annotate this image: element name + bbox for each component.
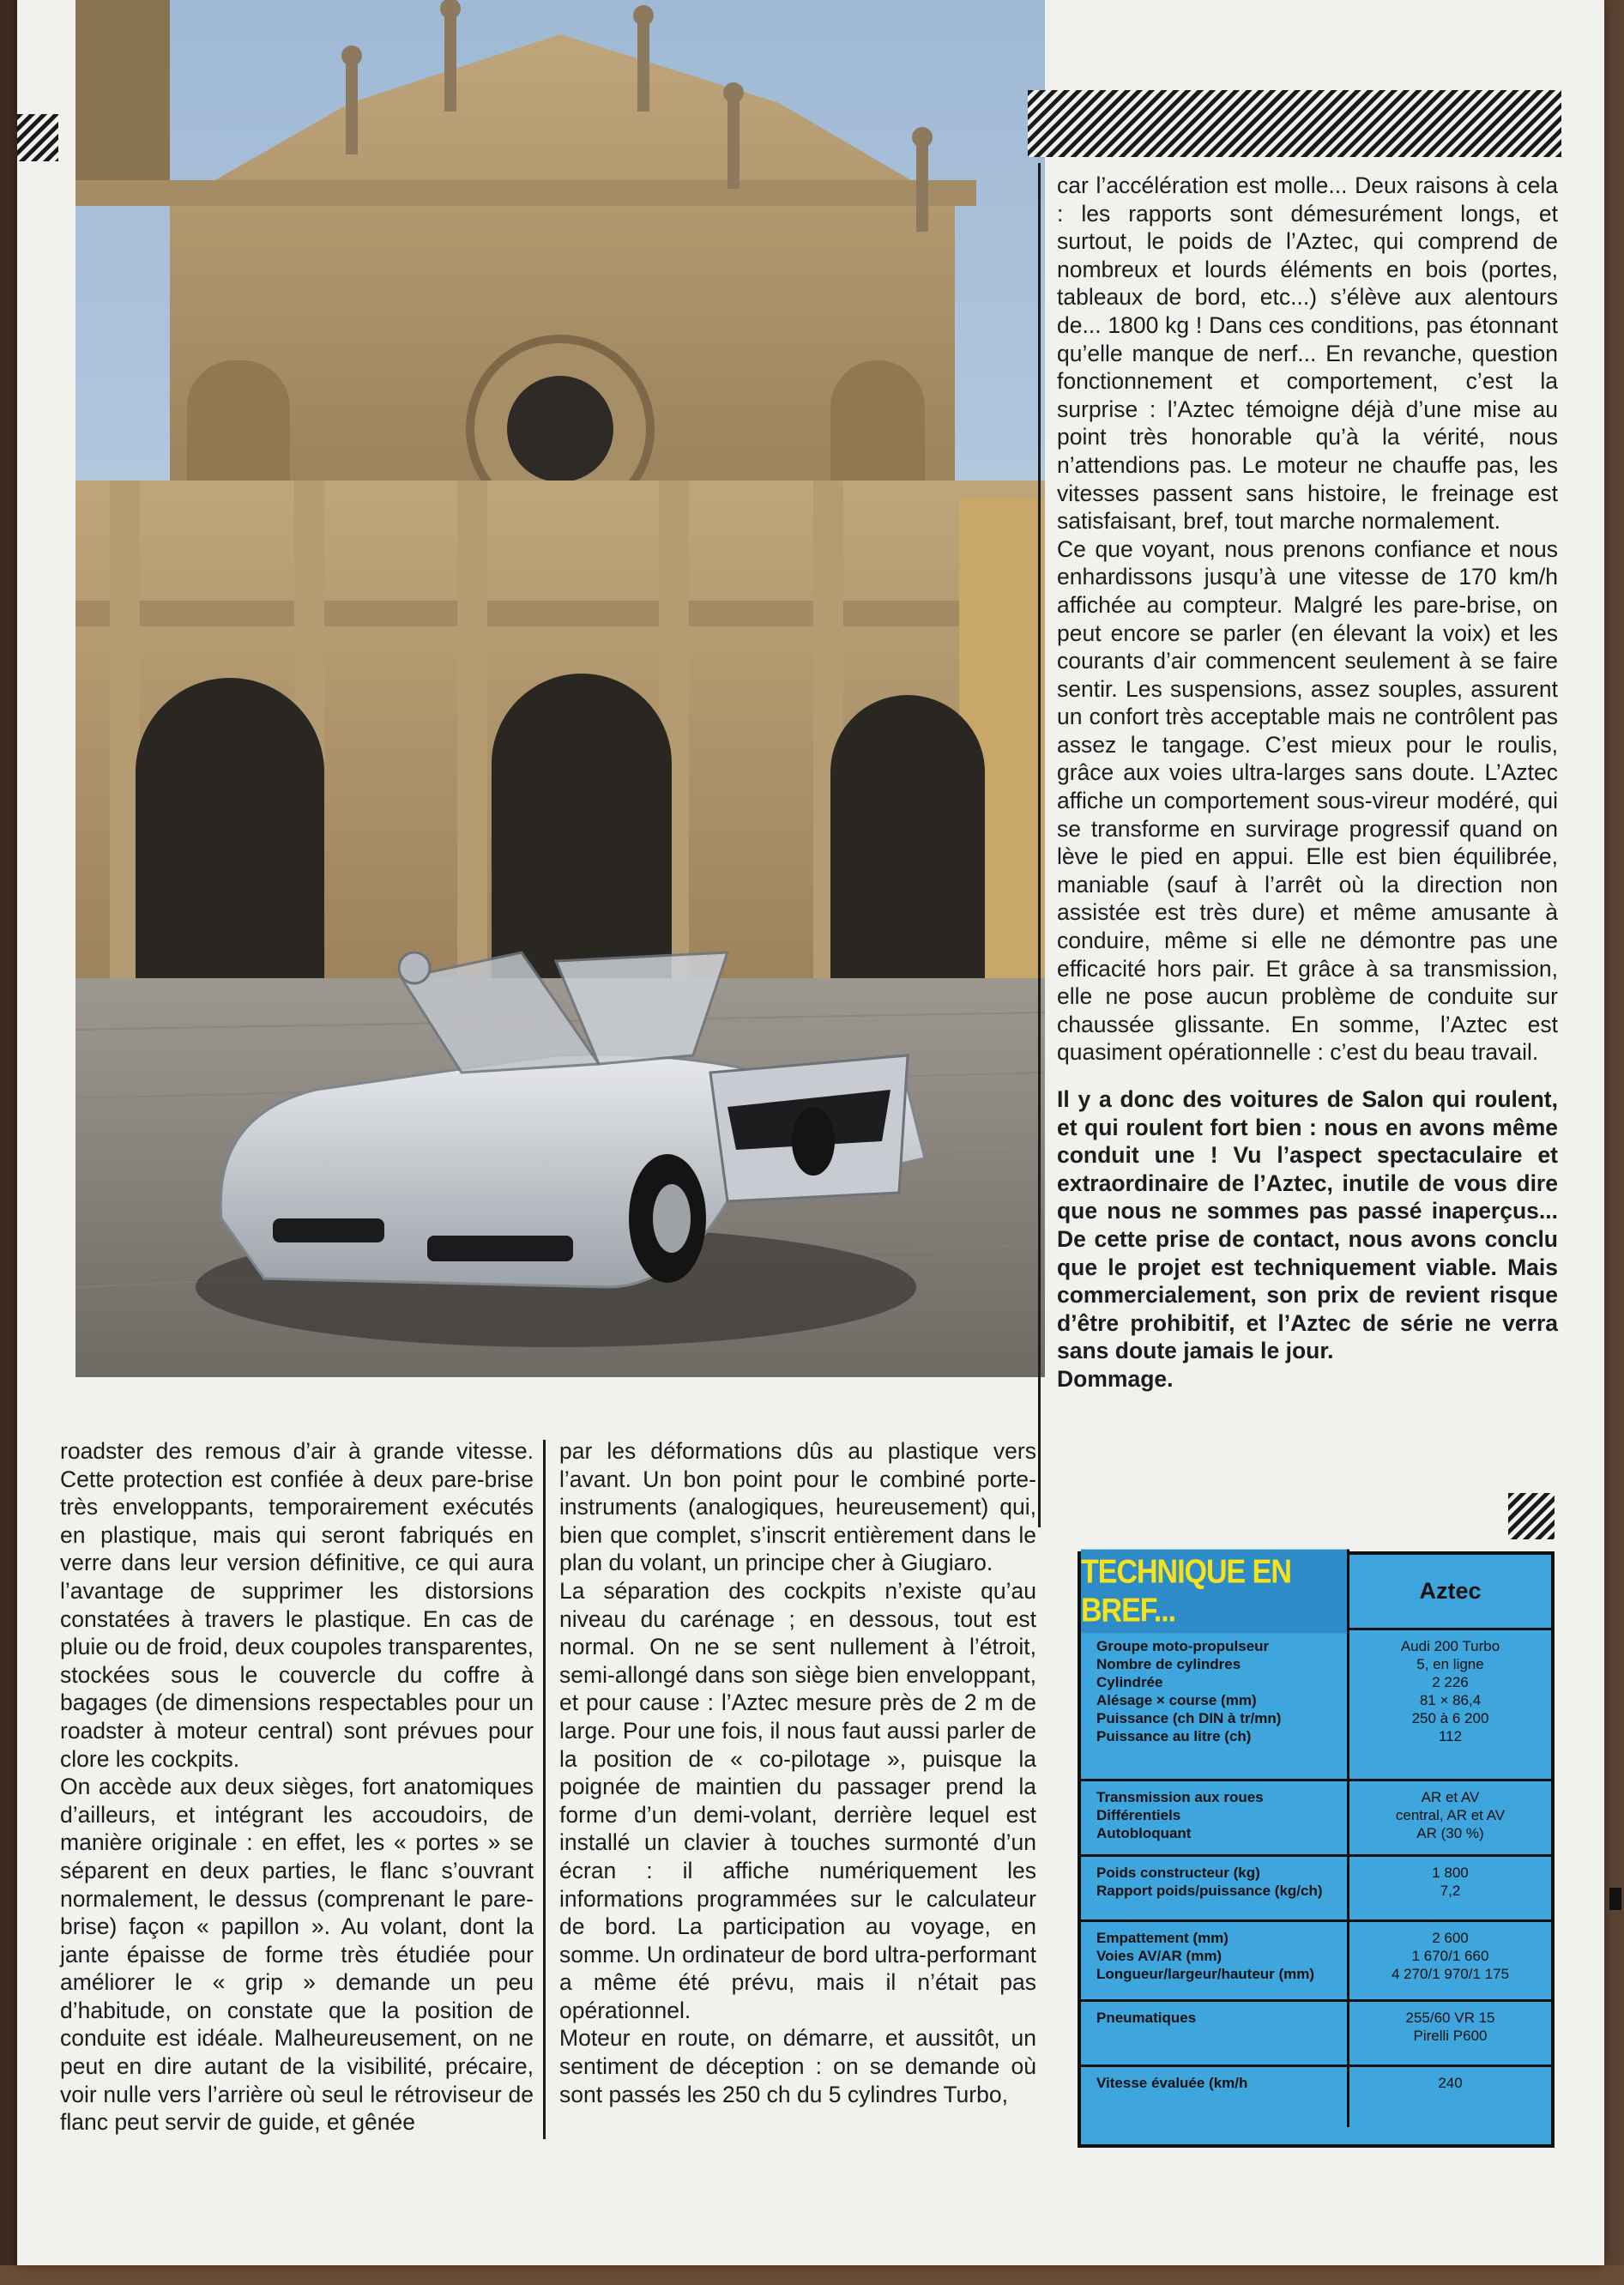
- spec-label: Puissance au litre (ch): [1096, 1728, 1252, 1744]
- spec-value: 1 670/1 660: [1411, 1948, 1489, 1964]
- spec-value: Audi 200 Turbo: [1400, 1638, 1500, 1654]
- spec-label: Nombre de cylindres: [1096, 1656, 1241, 1672]
- spec-value: AR (30 %): [1416, 1825, 1484, 1841]
- spec-label: Alésage × course (mm): [1096, 1692, 1257, 1708]
- spec-table-body: [1081, 1630, 1551, 2127]
- spec-label: Vitesse évaluée (km/h: [1096, 2075, 1248, 2091]
- spec-table: [1078, 1551, 1555, 2148]
- spec-label: Groupe moto-propulseur: [1096, 1638, 1270, 1654]
- spec-row-values: [1349, 1781, 1551, 1854]
- spec-value: central, AR et AV: [1395, 1807, 1506, 1823]
- spec-value: 240: [1438, 2075, 1463, 2091]
- spec-table-header: [1081, 1552, 1551, 1630]
- spec-row-labels: [1081, 1781, 1349, 1854]
- hatch-bar-right: [1028, 90, 1561, 157]
- paragraph: car l’accélération est molle... Deux raisons à cela : les rapports sont démesurément longs, et surtout, le poids de l’Aztec, qui comprend de nombreux et lourds éléments en bois (portes, tableaux de bord, etc...) s’élève aux alentours de... 1800 kg ! Dans ces conditions, pas étonnant qu’elle manque de nerf... En revanche, question fonctionnement et comportement, c’est la surprise : l’Aztec témoigne déjà d’une mise au point très honorable qu’à la vérité, nous n’attendions pas. Le moteur ne chauffe pas, les vitesses passent sans histoire, le freinage est satisfaisant, bref, tout marche normalement.: [1057, 172, 1558, 535]
- spec-row-labels: [1081, 1922, 1349, 1999]
- spec-row-values: [1349, 2002, 1551, 2064]
- spec-label: Poids constructeur (kg): [1096, 1865, 1260, 1881]
- paragraph: La séparation des cockpits n’existe qu’au niveau du carénage ; en dessous, tout est normal. On ne se sent nullement à l’étroit, semi-allongé dans son siège bien enveloppant, et pour cause : l’Aztec mesure près de 2 m de large. Pour une fois, il nous faut aussi parler de la position de « co-pilotage », puisque la poignée de maintien du passager prend la forme d’un demi-volant, derrière lequel est installé un clavier à touches surmonté d’un écran : il affiche numériquement les informations programmées sur le calculateur de bord. La participation au voyage, en somme. Un ordinateur de bord ultra-performant a même été prévu, mais il n’était pas opérationnel.: [559, 1577, 1036, 2023]
- paragraph: On accède aux deux sièges, fort anatomiques d’ailleurs, et intégrant les accoudoirs, de manière originale : en effet, les « portes » se séparent en deux parties, le flanc s’ouvrant normalement, le dessus (comprenant le pare-brise) façon « papillon ». Au volant, dont la jante épaisse de forme très étudiée pour améliorer le « grip » demande un peu d’habitude, on constate que la position de conduite est idéale. Malheureusement, on ne peut en dire autant de la visibilité, précaire, voir nulle vers l’arrière où seul le rétroviseur de flanc peut servir de guide, et gênée: [60, 1774, 534, 2136]
- spec-label: Différentiels: [1096, 1807, 1181, 1823]
- spec-value: 1 800: [1432, 1865, 1469, 1881]
- paragraph: roadster des remous d’air à grande vitesse. Cette protection est confiée à deux pare-brise très enveloppants, temporairement exécutés en plastique, mais qui seront fabriqués en verre dans leur version définitive, ce qui aura l’avantage de supprimer les distorsions constatées à travers le plastique. En cas de pluie ou de froid, deux coupoles transparentes, stockées sous le couvercle du coffre à bagages (de dimensions respectables pour un roadster à moteur central) sont prévues pour clore les cockpits.: [60, 1438, 534, 1772]
- spec-value: 112: [1438, 1728, 1463, 1744]
- hatch-bar-left: [17, 114, 58, 161]
- paragraph: Moteur en route, on démarre, et aussitôt, un sentiment de déception : on se demande où sont passés les 250 ch du 5 cylindres Turbo,: [559, 2025, 1036, 2107]
- spec-row-labels: [1081, 1857, 1349, 1919]
- column-rule-mid: [543, 1440, 546, 2139]
- magazine-page: [17, 0, 1604, 2265]
- spec-row-labels: [1081, 1630, 1349, 1779]
- spec-label: Transmission aux roues: [1096, 1789, 1264, 1805]
- column-rule-right: [1038, 163, 1041, 1527]
- spec-row-values: [1349, 1922, 1551, 1999]
- spec-table-title: TECHNIQUE EN BREF...: [1081, 1550, 1349, 1634]
- paragraph: Ce que voyant, nous prenons confiance et nous enhardissons jusqu’à une vitesse de 170 km/h affichée au compteur. Malgré les pare-brise, on peut encore se parler (en élevant la voix) et les courants d’air commencent seulement à se faire sentir. Les suspensions, assez souples, assurent un confort très acceptable mais ne contrôlent pas assez le tangage. C’est mieux pour le roulis, grâce aux voies ultra-larges sans doute. L’Aztec affiche un comportement sous-vireur modéré, qui se transforme en survirage progressif quand on lève le pied en appui. Elle est bien équilibrée, maniable (sauf à l’arrêt où la direction non assistée est très dure) et même amusante à conduire, même si elle ne démontre pas une efficacité hors pair. Et grâce à sa transmission, elle ne pose aucun problème de conduite sur chaussée glissante. En somme, l’Aztec est quasiment opérationnelle : c’est du beau travail.: [1057, 535, 1558, 1066]
- spec-label: Puissance (ch DIN à tr/mn): [1096, 1710, 1282, 1726]
- spec-row-values: [1349, 1630, 1551, 1779]
- spec-label: Longueur/largeur/hauteur (mm): [1096, 1966, 1315, 1982]
- spec-label: Voies AV/AR (mm): [1096, 1948, 1223, 1964]
- spec-value: 2 226: [1432, 1674, 1469, 1690]
- end-mark: [1508, 1493, 1555, 1539]
- spec-value: 7,2: [1440, 1883, 1461, 1899]
- spec-table-model: Aztec: [1419, 1578, 1482, 1604]
- spec-value: AR et AV: [1421, 1789, 1480, 1805]
- spec-value: 4 270/1 970/1 175: [1391, 1966, 1510, 1982]
- spec-value: 5, en ligne: [1416, 1656, 1484, 1672]
- sign-off: Dommage.: [1057, 1365, 1174, 1392]
- spec-row-labels: [1081, 2002, 1349, 2064]
- spec-row: [1081, 1857, 1551, 1922]
- spec-label: Rapport poids/puissance (kg/ch): [1096, 1883, 1323, 1899]
- spec-row: [1081, 1922, 1551, 2002]
- photo-aztec-church: [75, 0, 1045, 1377]
- book-binding: [0, 0, 17, 2285]
- spec-value: 255/60 VR 15: [1405, 2010, 1495, 2026]
- spec-value: 2 600: [1432, 1930, 1469, 1946]
- spec-row: [1081, 1630, 1551, 1781]
- table-surface: [0, 2265, 1624, 2285]
- article-column-middle: [559, 1437, 1036, 2108]
- article-column-right: [1057, 172, 1558, 1393]
- spec-label: Cylindrée: [1096, 1674, 1163, 1690]
- spec-value: 81 × 86,4: [1419, 1692, 1482, 1708]
- spec-value: Pirelli P600: [1413, 2028, 1488, 2044]
- spec-row-values: [1349, 1857, 1551, 1919]
- spec-row-labels: [1081, 2067, 1349, 2127]
- spec-row: [1081, 1781, 1551, 1857]
- paragraph: par les déformations dûs au plastique vers l’avant. Un bon point pour le combiné porte-instruments (analogiques, heureusement) qui, bien que complet, s’inscrit entièrement dans le plan du volant, un principe cher à Giugiaro.: [559, 1438, 1036, 1576]
- spec-label: Autobloquant: [1096, 1825, 1192, 1841]
- spec-row-values: [1349, 2067, 1551, 2127]
- page-edge-mark: [1609, 1888, 1621, 1910]
- article-column-left: [60, 1437, 534, 2137]
- spec-row: [1081, 2067, 1551, 2127]
- spec-label: Empattement (mm): [1096, 1930, 1229, 1946]
- conclusion-paragraph: Il y a donc des voitures de Salon qui roulent, et qui roulent fort bien : nous en avons même conduit une ! Vu l’aspect spectaculaire et extraordinaire de l’Aztec, inutile de vous dire que nous ne sommes pas passé inaperçus... De cette prise de contact, nous avons conclu que le projet est techniquement viable. Mais commercialement, son prix de revient risque d’être prohibitif, et l’Aztec de série ne verra sans doute jamais le jour.: [1057, 1086, 1558, 1364]
- spec-label: Pneumatiques: [1096, 2010, 1197, 2026]
- spec-value: 250 à 6 200: [1411, 1710, 1489, 1726]
- spec-row: [1081, 2002, 1551, 2067]
